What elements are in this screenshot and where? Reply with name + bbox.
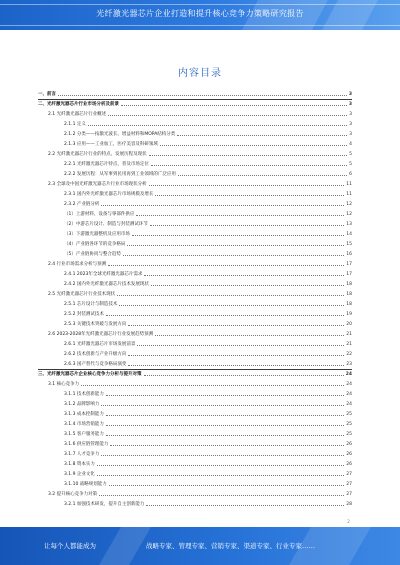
toc-leader-dots: [155, 195, 344, 196]
toc-entry-page: 17: [346, 272, 352, 277]
toc-entry-page: 12: [346, 212, 352, 217]
toc-entry-label: 3.1.7 人才竞争力: [64, 452, 100, 457]
toc-entry[interactable]: [38, 249, 352, 257]
toc-entry-page: 26: [346, 462, 352, 467]
toc-entry-label: 2.6.1 光纤激光器芯片市场发展前景: [64, 342, 136, 347]
toc-entry[interactable]: [38, 339, 352, 347]
toc-entry-label: （5）产业链协同与整合趋势: [64, 252, 121, 257]
toc-entry-page: 25: [346, 432, 352, 437]
toc-entry-label: 2.1 光纤激光器芯片行业概述: [48, 112, 107, 117]
toc-entry-page: 18: [346, 282, 352, 287]
toc-entry-label: 2.1.2 分类——按激光波长、增益材料和MOPA结构分类: [64, 132, 176, 137]
toc-entry-page: 21: [346, 342, 352, 347]
toc-leader-dots: [123, 255, 344, 256]
footer-slogan: 让每个人都能成为: [44, 542, 96, 550]
toc-leader-dots: [101, 405, 344, 406]
toc-entry[interactable]: [38, 469, 352, 477]
toc-entry-page: 11: [346, 182, 352, 187]
toc-leader-dots: [155, 335, 344, 336]
toc-leader-dots: [128, 325, 344, 326]
toc-leader-dots: [106, 435, 344, 436]
toc-entry-page: 20: [346, 322, 352, 327]
footer-tagline: 战略专家、管理专家、营销专家、渠道专家、行业专家……: [146, 542, 315, 550]
toc-entry[interactable]: [38, 379, 352, 387]
toc-entry-page: 26: [346, 452, 352, 457]
toc-entry[interactable]: [38, 119, 352, 127]
toc-entry[interactable]: [38, 209, 352, 217]
toc-entry-label: （1）上游材料、设备与零部件供应: [64, 212, 135, 217]
toc-entry-page: 24: [346, 382, 352, 387]
toc-leader-dots: [146, 505, 344, 506]
toc-entry[interactable]: [38, 229, 352, 237]
toc-entry-page: 3: [349, 112, 352, 117]
toc-entry-label: 2.5 光纤激光器芯片行业技术现状: [48, 292, 116, 297]
toc-entry-page: 3: [349, 132, 352, 137]
toc-entry-label: 3.1.4 市场营销能力: [64, 422, 104, 427]
toc-entry[interactable]: [38, 169, 352, 177]
toc-leader-dots: [81, 385, 344, 386]
toc-leader-dots: [151, 165, 347, 166]
page-number: 2: [347, 520, 350, 525]
toc-entry-label: 2.5.3 关键技术突破与发展方向: [64, 322, 127, 327]
toc-entry-label: 2.2.2 发展历程：从军事到民用再到工业领域的广泛应用: [64, 172, 176, 177]
toc-entry[interactable]: [38, 479, 352, 487]
toc-entry-page: 17: [346, 262, 352, 267]
toc-leader-dots: [121, 105, 347, 106]
toc-entry[interactable]: [38, 349, 352, 357]
toc-entry[interactable]: [38, 89, 352, 97]
toc-entry-label: 2.6.3 国产替代与竞争格局演变: [64, 362, 127, 367]
table-of-contents: [38, 89, 352, 514]
toc-leader-dots: [132, 235, 344, 236]
toc-entry[interactable]: [38, 449, 352, 457]
toc-entry-page: 25: [346, 422, 352, 427]
toc-leader-dots: [106, 415, 344, 416]
toc-entry-page: 5: [349, 162, 352, 167]
toc-entry-page: 3: [348, 92, 352, 97]
toc-entry[interactable]: [38, 219, 352, 227]
toc-entry-page: 18: [346, 302, 352, 307]
toc-entry-label: 3.1.1 技术创新能力: [64, 392, 104, 397]
bottom-banner: [0, 527, 400, 565]
toc-entry[interactable]: [38, 299, 352, 307]
toc-leader-dots: [88, 125, 347, 126]
toc-entry-label: 2.6 2023-2028年光纤激光器芯片行业发展趋势预测: [48, 332, 154, 337]
toc-leader-dots: [137, 345, 344, 346]
toc-leader-dots: [149, 185, 345, 186]
toc-entry-label: 2.2 光纤激光器芯片行业的特点、发展历程及现状: [48, 152, 147, 157]
banner-decor-line: [0, 25, 400, 26]
toc-leader-dots: [58, 95, 347, 96]
toc-entry-label: 2.5.1 芯片设计与制造技术: [64, 302, 118, 307]
toc-entry[interactable]: [38, 439, 352, 447]
toc-entry-page: 27: [346, 472, 352, 477]
toc-leader-dots: [136, 215, 344, 216]
toc-entry-page: 24: [345, 372, 352, 377]
toc-entry[interactable]: [38, 309, 352, 317]
toc-entry-page: 15: [346, 242, 352, 247]
toc-leader-dots: [109, 485, 345, 486]
toc-leader-dots: [117, 295, 344, 296]
toc-entry[interactable]: [38, 499, 352, 507]
toc-entry[interactable]: [38, 199, 352, 207]
toc-leader-dots: [101, 455, 344, 456]
toc-leader-dots: [99, 495, 344, 496]
toc-entry[interactable]: [38, 139, 352, 147]
toc-entry-page: 22: [346, 352, 352, 357]
toc-entry-page: 4: [349, 142, 352, 147]
report-title: 光纤激光器芯片企业打造和提升核心竞争力策略研究报告: [96, 9, 304, 18]
top-banner: [0, 0, 400, 30]
toc-leader-dots: [151, 285, 344, 286]
banner-decor-shape: [97, 527, 154, 565]
toc-entry[interactable]: [38, 149, 352, 157]
toc-leader-dots: [144, 375, 344, 376]
toc-leader-dots: [144, 275, 344, 276]
toc-entry-page: 23: [346, 362, 352, 367]
toc-entry-page: 24: [346, 402, 352, 407]
toc-entry-label: （3）下游激光器整机及应用市场: [64, 232, 130, 237]
toc-leader-dots: [97, 475, 344, 476]
toc-entry[interactable]: [38, 189, 352, 197]
toc-entry-label: 3.1.5 客户服务能力: [64, 432, 104, 437]
toc-leader-dots: [106, 395, 344, 396]
toc-entry-page: 26: [346, 442, 352, 447]
toc-entry-label: 3.1.3 成本控制能力: [64, 412, 104, 417]
toc-entry-page: 3: [349, 122, 352, 127]
toc-leader-dots: [97, 465, 344, 466]
toc-entry-page: 27: [346, 492, 352, 497]
toc-entry[interactable]: [38, 459, 352, 467]
toc-entry-label: 2.3.2 产业链分析: [64, 202, 100, 207]
toc-entry[interactable]: [38, 359, 352, 367]
toc-leader-dots: [110, 445, 344, 446]
toc-leader-dots: [149, 155, 348, 156]
toc-entry-label: 3.1 核心竞争力: [48, 382, 80, 387]
toc-entry-label: 2.4.1 2023年全球光纤激光器芯片需求: [64, 272, 143, 277]
toc-entry[interactable]: [38, 99, 352, 107]
toc-entry[interactable]: [38, 419, 352, 427]
toc-entry-page: 28: [346, 502, 352, 507]
toc-entry[interactable]: [38, 409, 352, 417]
toc-entry-label: 2.4 行业市场需求分析与预测: [48, 262, 107, 267]
toc-leader-dots: [128, 365, 344, 366]
toc-entry-label: 3.1.8 资本实力: [64, 462, 95, 467]
toc-entry-page: 13: [346, 222, 352, 227]
toc-entry-label: 2.3 全球及中国光纤激光器芯片行业市场现状分析: [48, 182, 147, 187]
toc-entry-label: 3.2 提升核心竞争力对策: [48, 492, 98, 497]
toc-entry[interactable]: [38, 109, 352, 117]
toc-entry[interactable]: [38, 269, 352, 277]
toc-leader-dots: [119, 305, 344, 306]
toc-entry[interactable]: [38, 129, 352, 137]
toc-entry-label: 2.3.1 国内外光纤激光器芯片市场规模及增长: [64, 192, 154, 197]
toc-leader-dots: [106, 425, 344, 426]
toc-entry-page: 25: [346, 412, 352, 417]
toc-entry-label: 3.1.10 战略规划能力: [64, 482, 107, 487]
toc-entry-label: 三、光纤激光器芯片企业核心竞争力分析与提升对策: [38, 372, 142, 377]
toc-entry-label: 二、光纤激光器芯片行业市场分析及前景: [38, 102, 119, 107]
toc-entry-page: 5: [349, 152, 352, 157]
toc-entry-label: 一、前言: [38, 92, 56, 97]
toc-entry[interactable]: [38, 429, 352, 437]
toc-leader-dots: [101, 205, 344, 206]
toc-heading: 内容目录: [178, 68, 222, 79]
toc-entry-label: 2.2.1 光纤激光器芯片特点、普及市场定位: [64, 162, 149, 167]
toc-entry-page: 19: [346, 312, 352, 317]
toc-entry-page: 11: [346, 192, 352, 197]
toc-entry[interactable]: [38, 179, 352, 187]
toc-entry[interactable]: [38, 279, 352, 287]
toc-leader-dots: [127, 245, 344, 246]
toc-entry-label: 2.4.2 国内外光纤激光器芯片技术发展现状: [64, 282, 149, 287]
toc-entry-page: 18: [346, 292, 352, 297]
toc-entry-label: （2）中游芯片设计、制造与封装测试环节: [64, 222, 148, 227]
toc-entry[interactable]: [38, 159, 352, 167]
toc-entry[interactable]: [38, 259, 352, 267]
toc-entry[interactable]: [38, 389, 352, 397]
toc-entry[interactable]: [38, 289, 352, 297]
toc-entry-label: 3.2.1 加强技术研发，提升自主创新能力: [64, 502, 145, 507]
toc-entry-page: 14: [346, 232, 352, 237]
banner-decor-line: [0, 4, 400, 5]
toc-entry[interactable]: [38, 399, 352, 407]
toc-entry-page: 21: [346, 332, 352, 337]
toc-entry[interactable]: [38, 369, 352, 377]
toc-leader-dots: [108, 115, 347, 116]
toc-entry[interactable]: [38, 239, 352, 247]
toc-entry-page: 24: [346, 392, 352, 397]
toc-entry[interactable]: [38, 489, 352, 497]
toc-leader-dots: [128, 355, 344, 356]
toc-entry-label: 3.1.9 企业文化: [64, 472, 95, 477]
toc-entry-label: （4）产业链各环节的竞争格局: [64, 242, 126, 247]
toc-leader-dots: [108, 265, 344, 266]
toc-leader-dots: [160, 145, 347, 146]
toc-leader-dots: [106, 315, 344, 316]
toc-entry-page: 12: [346, 202, 352, 207]
toc-entry-label: 2.6.2 技术创新与产业升级方向: [64, 352, 127, 357]
toc-entry-label: 3.1.2 品牌影响力: [64, 402, 100, 407]
toc-entry-label: 2.1.3 应用——工业加工、医疗美容及科研领域: [64, 142, 158, 147]
toc-leader-dots: [150, 225, 344, 226]
toc-entry-label: 2.1.1 定义: [64, 122, 86, 127]
toc-entry-page: 16: [346, 252, 352, 257]
toc-entry[interactable]: [38, 329, 352, 337]
toc-entry-page: 3: [348, 102, 352, 107]
toc-entry-label: 2.5.2 封装测试技术: [64, 312, 104, 317]
toc-leader-dots: [178, 175, 347, 176]
toc-entry-label: 3.1.6 供应链管理能力: [64, 442, 109, 447]
toc-entry-page: 6: [349, 172, 352, 177]
toc-entry-page: 27: [346, 482, 352, 487]
toc-leader-dots: [177, 135, 347, 136]
toc-entry[interactable]: [38, 319, 352, 327]
